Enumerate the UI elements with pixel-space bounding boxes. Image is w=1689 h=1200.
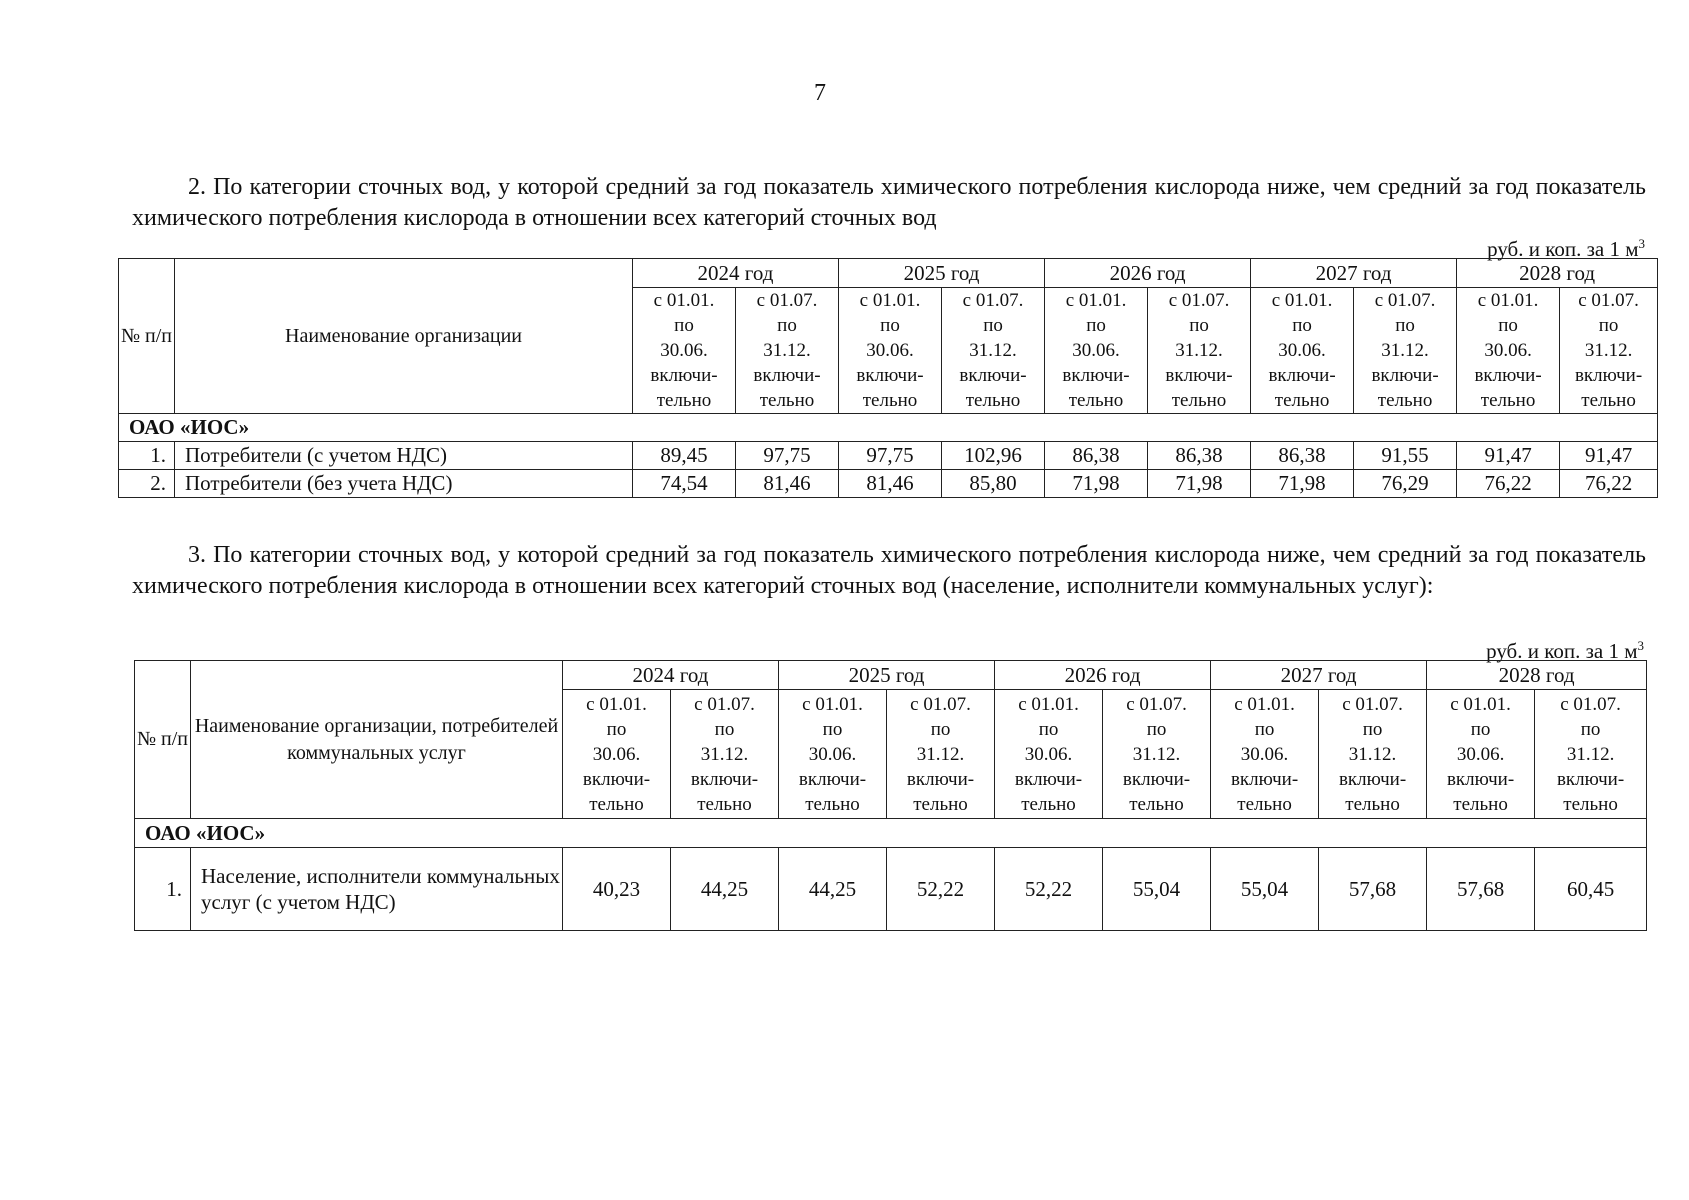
period-header: с 01.07. по 31.12. включи- тельно bbox=[1354, 288, 1457, 414]
tariff-value: 76,22 bbox=[1560, 470, 1658, 498]
row-name: Население, исполнители коммунальных услуг (с учетом НДС) bbox=[191, 848, 563, 931]
tariff-value: 44,25 bbox=[671, 848, 779, 931]
organization-row: ОАО «ИОС» bbox=[119, 414, 1658, 442]
tariff-value: 86,38 bbox=[1251, 442, 1354, 470]
year-header: 2026 год bbox=[1045, 259, 1251, 288]
period-header: с 01.01. по 30.06. включи- тельно bbox=[1457, 288, 1560, 414]
section3-text: 3. По категории сточных вод, у которой средний за год показатель химического потребления кислорода ниже, чем средний за год показатель химического потребления кислорода в отношении всех категорий сточных вод (население, исполнители коммунальных услуг): bbox=[132, 542, 1646, 599]
tariff-value: 81,46 bbox=[736, 470, 839, 498]
column-header-name: Наименование организации bbox=[175, 259, 633, 414]
tariff-value: 60,45 bbox=[1535, 848, 1647, 931]
tariff-value: 55,04 bbox=[1211, 848, 1319, 931]
section2-paragraph bbox=[132, 172, 1646, 234]
year-header: 2026 год bbox=[995, 661, 1211, 690]
period-header: с 01.01. по 30.06. включи- тельно bbox=[1427, 690, 1535, 819]
period-header: с 01.07. по 31.12. включи- тельно bbox=[1319, 690, 1427, 819]
period-header: с 01.07. по 31.12. включи- тельно bbox=[1103, 690, 1211, 819]
tariff-value: 91,47 bbox=[1457, 442, 1560, 470]
period-header: с 01.07. по 31.12. включи- тельно bbox=[1560, 288, 1658, 414]
tariff-value: 71,98 bbox=[1045, 470, 1148, 498]
tariff-value: 97,75 bbox=[839, 442, 942, 470]
tariff-table-section3 bbox=[134, 660, 1647, 931]
tariff-table-section2 bbox=[118, 258, 1658, 498]
period-header: с 01.01. по 30.06. включи- тельно bbox=[563, 690, 671, 819]
period-header: с 01.07. по 31.12. включи- тельно bbox=[887, 690, 995, 819]
tariff-value: 76,29 bbox=[1354, 470, 1457, 498]
tariff-value: 102,96 bbox=[942, 442, 1045, 470]
period-header: с 01.01. по 30.06. включи- тельно bbox=[633, 288, 736, 414]
organization-row: ОАО «ИОС» bbox=[135, 819, 1647, 848]
period-header: с 01.07. по 31.12. включи- тельно bbox=[671, 690, 779, 819]
tariff-value: 52,22 bbox=[995, 848, 1103, 931]
tariff-value: 52,22 bbox=[887, 848, 995, 931]
tariff-value: 57,68 bbox=[1427, 848, 1535, 931]
table-row bbox=[135, 848, 1647, 931]
column-header-number: № п/п bbox=[135, 661, 191, 819]
table-row bbox=[119, 442, 1658, 470]
tariff-value: 74,54 bbox=[633, 470, 736, 498]
tariff-value: 40,23 bbox=[563, 848, 671, 931]
tariff-value: 81,46 bbox=[839, 470, 942, 498]
section3-paragraph bbox=[132, 540, 1646, 602]
period-header: с 01.01. по 30.06. включи- тельно bbox=[1211, 690, 1319, 819]
period-header: с 01.01. по 30.06. включи- тельно bbox=[995, 690, 1103, 819]
unit-label: руб. и коп. за 1 м bbox=[1487, 237, 1639, 261]
unit-superscript: 3 bbox=[1638, 236, 1645, 251]
year-header: 2024 год bbox=[563, 661, 779, 690]
unit-superscript: 3 bbox=[1637, 638, 1644, 653]
period-header: с 01.01. по 30.06. включи- тельно bbox=[1045, 288, 1148, 414]
tariff-value: 71,98 bbox=[1148, 470, 1251, 498]
row-number: 1. bbox=[135, 848, 191, 931]
tariff-value: 86,38 bbox=[1045, 442, 1148, 470]
tariff-value: 85,80 bbox=[942, 470, 1045, 498]
row-number: 2. bbox=[119, 470, 175, 498]
row-name: Потребители (с учетом НДС) bbox=[175, 442, 633, 470]
tariff-value: 55,04 bbox=[1103, 848, 1211, 931]
period-header: с 01.07. по 31.12. включи- тельно bbox=[942, 288, 1045, 414]
tariff-value: 71,98 bbox=[1251, 470, 1354, 498]
period-header: с 01.07. по 31.12. включи- тельно bbox=[1535, 690, 1647, 819]
tariff-value: 97,75 bbox=[736, 442, 839, 470]
year-header: 2027 год bbox=[1211, 661, 1427, 690]
unit-label: руб. и коп. за 1 м bbox=[1486, 639, 1638, 663]
row-number: 1. bbox=[119, 442, 175, 470]
year-header: 2027 год bbox=[1251, 259, 1457, 288]
tariff-value: 44,25 bbox=[779, 848, 887, 931]
row-name: Потребители (без учета НДС) bbox=[175, 470, 633, 498]
period-header: с 01.01. по 30.06. включи- тельно bbox=[1251, 288, 1354, 414]
column-header-number: № п/п bbox=[119, 259, 175, 414]
tariff-value: 57,68 bbox=[1319, 848, 1427, 931]
period-header: с 01.01. по 30.06. включи- тельно bbox=[779, 690, 887, 819]
section2-text: 2. По категории сточных вод, у которой средний за год показатель химического потребления кислорода ниже, чем средний за год показатель химического потребления кислорода в отношении всех категорий сточных вод bbox=[132, 174, 1646, 231]
tariff-value: 86,38 bbox=[1148, 442, 1251, 470]
year-header: 2028 год bbox=[1457, 259, 1658, 288]
tariff-value: 89,45 bbox=[633, 442, 736, 470]
column-header-name: Наименование организации, потребителей коммунальных услуг bbox=[191, 661, 563, 819]
year-header: 2025 год bbox=[779, 661, 995, 690]
period-header: с 01.01. по 30.06. включи- тельно bbox=[839, 288, 942, 414]
year-header: 2024 год bbox=[633, 259, 839, 288]
year-header: 2028 год bbox=[1427, 661, 1647, 690]
tariff-value: 91,47 bbox=[1560, 442, 1658, 470]
tariff-value: 76,22 bbox=[1457, 470, 1560, 498]
table-row bbox=[119, 470, 1658, 498]
year-header: 2025 год bbox=[839, 259, 1045, 288]
tariff-value: 91,55 bbox=[1354, 442, 1457, 470]
period-header: с 01.07. по 31.12. включи- тельно bbox=[736, 288, 839, 414]
page-number: 7 bbox=[814, 80, 826, 106]
period-header: с 01.07. по 31.12. включи- тельно bbox=[1148, 288, 1251, 414]
